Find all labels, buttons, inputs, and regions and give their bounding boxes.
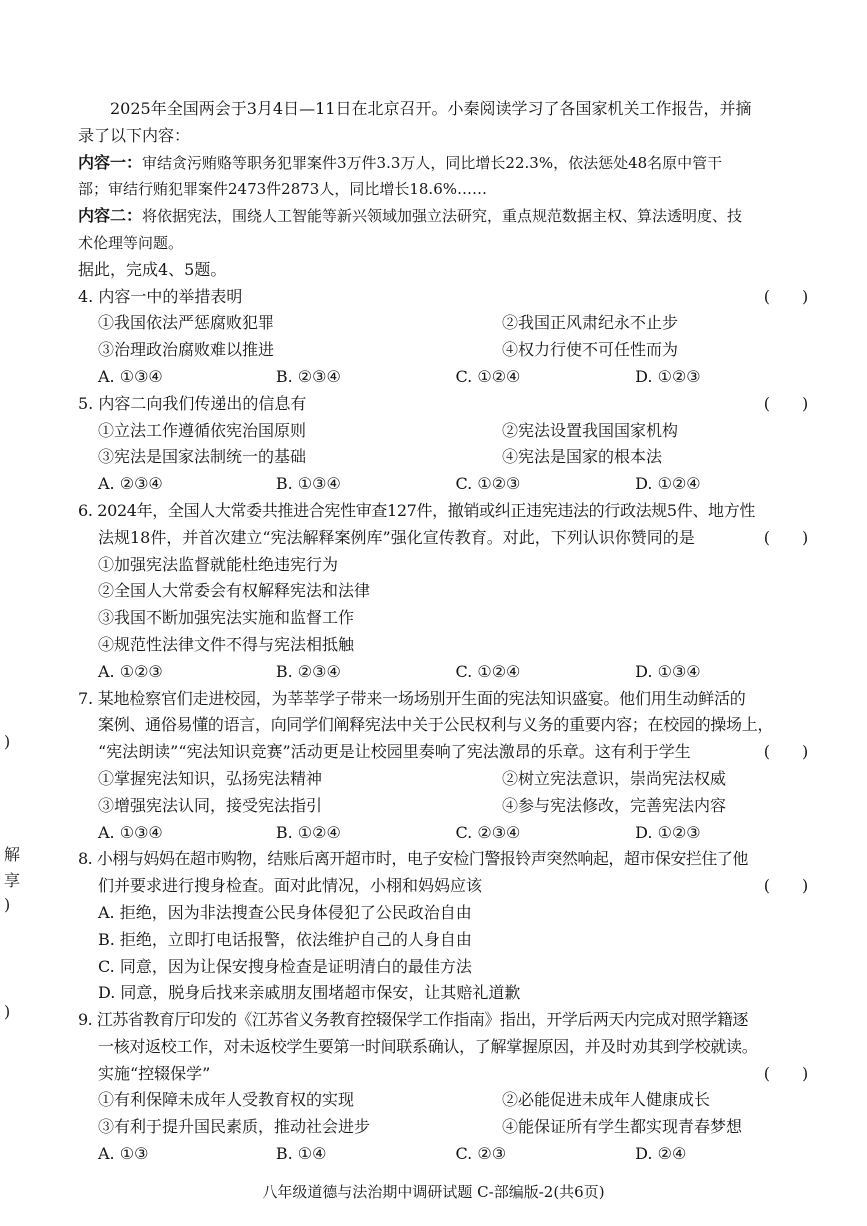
question-9-statements (78, 1087, 813, 1114)
statement: ②树立宪法意识，崇尚宪法权威 (502, 768, 727, 788)
choice-a: A. ②③④ (98, 474, 163, 494)
choice-c: C. ②③ (455, 1144, 507, 1164)
content-two (78, 203, 813, 230)
margin-mark: ) (4, 1002, 11, 1021)
question-5-statements (78, 444, 813, 471)
question-4-statements (78, 310, 813, 337)
statement: ②必能促进未成年人健康成长 (502, 1090, 711, 1110)
choice-d: D. ①②③ (635, 366, 701, 386)
question-6-stem: 6. 2024年，全国人大常委共推进合宪性审查127件，撤销或纠正违宪违法的行政法规5件、地方性 (78, 500, 755, 520)
choice-b: B. ①④ (275, 1144, 327, 1164)
choice-c: C. ①②④ (455, 366, 521, 386)
choice-a: A. ①③ (98, 1144, 149, 1164)
statement: ①有利保障未成年人受教育权的实现 (98, 1090, 355, 1110)
statement: ③治理政治腐败难以推进 (98, 340, 275, 360)
question-7-statements (78, 766, 813, 793)
choice-d: D. 同意，脱身后找来亲戚朋友围堵超市保安，让其赔礼道歉 (98, 983, 521, 1003)
choice-a: A. ①③④ (98, 822, 163, 842)
intro-line: 录了以下内容： (78, 125, 191, 145)
question-stem-text: 法规18件，并首次建立“宪法解释案例库”强化宣传教育。对此，下列认识你赞同的是 (98, 527, 695, 547)
answer-blank: ( ) (763, 1063, 809, 1083)
lead-text: 据此，完成4、5题。 (78, 259, 227, 279)
margin-mark: ) (4, 895, 11, 914)
margin-mark: 享 (4, 871, 21, 890)
statement: ②全国人大常委会有权解释宪法和法律 (98, 581, 371, 601)
choice-b: B. ①②④ (275, 822, 341, 842)
exam-content (78, 96, 813, 1168)
question-stem-text: 4. 内容一中的举措表明 (78, 286, 243, 306)
question-5-choices (78, 471, 813, 498)
question-4-choices (78, 364, 813, 391)
choice-a: A. ①③④ (98, 366, 163, 386)
question-7-statements (78, 793, 813, 820)
statement: ③有利于提升国民素质，推动社会进步 (98, 1117, 371, 1137)
statement: ④权力行使不可任性而为 (502, 340, 679, 360)
statement: ③我国不断加强宪法实施和监督工作 (98, 608, 355, 628)
statement: ①加强宪法监督就能杜绝违宪行为 (98, 554, 339, 574)
choice-c: C. ①②④ (455, 661, 521, 681)
statement: ④参与宪法修改，完善宪法内容 (502, 795, 727, 815)
question-8-stem: 8. 小栩与妈妈在超市购物，结账后离开超市时，电子安检门警报铃声突然响起，超市保安拦住了他 (78, 849, 748, 869)
choice-c: C. ②③④ (455, 822, 521, 842)
choice-d: D. ①③④ (635, 661, 701, 681)
answer-blank: ( ) (763, 286, 809, 306)
question-5-statements (78, 418, 813, 445)
answer-blank: ( ) (763, 393, 809, 413)
statement: ①我国依法严惩腐败犯罪 (98, 313, 275, 333)
question-7-stem (78, 739, 813, 766)
question-7-stem: 案例、通俗易懂的语言，向同学们阐释宪法中关于公民权利与义务的重要内容；在校园的操场上， (98, 715, 774, 735)
question-stem-text: “宪法朗读”“宪法知识竞赛”活动更是让校园里奏响了宪法激昂的乐章。这有利于学生 (98, 742, 691, 762)
statement: ④宪法是国家的根本法 (502, 447, 663, 467)
choice-b: B. ②③④ (275, 661, 341, 681)
answer-blank: ( ) (763, 742, 809, 762)
statement: ④规范性法律文件不得与宪法相抵触 (98, 634, 355, 654)
content-two-text: 将依据宪法，围绕人工智能等新兴领域加强立法研究，重点规范数据主权、算法透明度、技 (142, 207, 743, 226)
statement: ②宪法设置我国国家机构 (502, 420, 679, 440)
content-one-label: 内容一： (78, 152, 143, 172)
question-7-choices (78, 820, 813, 847)
answer-blank: ( ) (763, 527, 809, 547)
question-4-statements (78, 337, 813, 364)
page-footer: 八年级道德与法治期中调研试题 C-部编版-2(共6页) (262, 1183, 605, 1201)
choice-c: C. ①②③ (455, 474, 521, 494)
statement: ③宪法是国家法制统一的基础 (98, 447, 307, 467)
question-9-statements (78, 1114, 813, 1141)
content-two-text: 术伦理等问题。 (78, 233, 184, 252)
question-stem-text: 实施“控辍保学” (98, 1063, 211, 1083)
intro-line: 2025年全国两会于3月4日—11日在北京召开。小秦阅读学习了各国家机关工作报告，并摘 (110, 99, 752, 118)
choice-b: B. ①③④ (275, 474, 341, 494)
question-7-stem: 7. 某地检察官们走进校园，为莘莘学子带来一场场别开生面的宪法知识盛宴。他们用生动鲜活的 (78, 688, 746, 708)
question-9-stem (78, 1061, 813, 1088)
choice-d: D. ②④ (635, 1144, 687, 1164)
content-one-text: 部；审结行贿犯罪案件2473件2873人，同比增长18.6%…… (78, 180, 488, 199)
statement: ④能保证所有学生都实现青春梦想 (502, 1117, 743, 1137)
choice-d: D. ①②④ (635, 474, 701, 494)
question-4-stem (78, 284, 813, 311)
choice-a: A. 拒绝，因为非法搜查公民身体侵犯了公民政治自由 (98, 902, 472, 922)
content-two-label: 内容二： (78, 206, 143, 226)
statement: ②我国正风肃纪永不止步 (502, 313, 679, 333)
margin-mark: ) (4, 732, 11, 751)
choice-d: D. ①②③ (635, 822, 701, 842)
choice-c: C. 同意，因为让保安搜身检查是证明清白的最佳方法 (98, 956, 472, 976)
question-stem-text: 们并要求进行搜身检查。面对此情况，小栩和妈妈应该 (98, 876, 483, 896)
statement: ①立法工作遵循依宪治国原则 (98, 420, 307, 440)
statement: ①掌握宪法知识，弘扬宪法精神 (98, 768, 323, 788)
answer-blank: ( ) (763, 876, 809, 896)
content-one (78, 150, 813, 177)
question-6-choices (78, 659, 813, 686)
choice-b: B. 拒绝，立即打电话报警，依法维护自己的人身自由 (98, 929, 472, 949)
question-9-choices (78, 1141, 813, 1168)
question-6-stem (78, 525, 813, 552)
question-stem-text: 5. 内容二向我们传递出的信息有 (78, 393, 307, 413)
question-9-stem: 9. 江苏省教育厅印发的《江苏省义务教育控辍保学工作指南》指出，开学后两天内完成对照学籍逐 (78, 1010, 748, 1030)
question-5-stem (78, 391, 813, 418)
question-8-stem (78, 873, 813, 900)
choice-a: A. ①②③ (98, 661, 163, 681)
statement: ③增强宪法认同，接受宪法指引 (98, 795, 323, 815)
choice-b: B. ②③④ (275, 366, 341, 386)
margin-mark: 解 (4, 845, 21, 864)
content-one-text: 审结贪污贿赂等职务犯罪案件3万件3.3万人，同比增长22.3%，依法惩处48名原中管干 (142, 153, 723, 172)
question-9-stem: 一核对返校工作，对未返校学生要第一时间联系确认，了解掌握原因，并及时劝其到学校就读。 (98, 1036, 758, 1056)
